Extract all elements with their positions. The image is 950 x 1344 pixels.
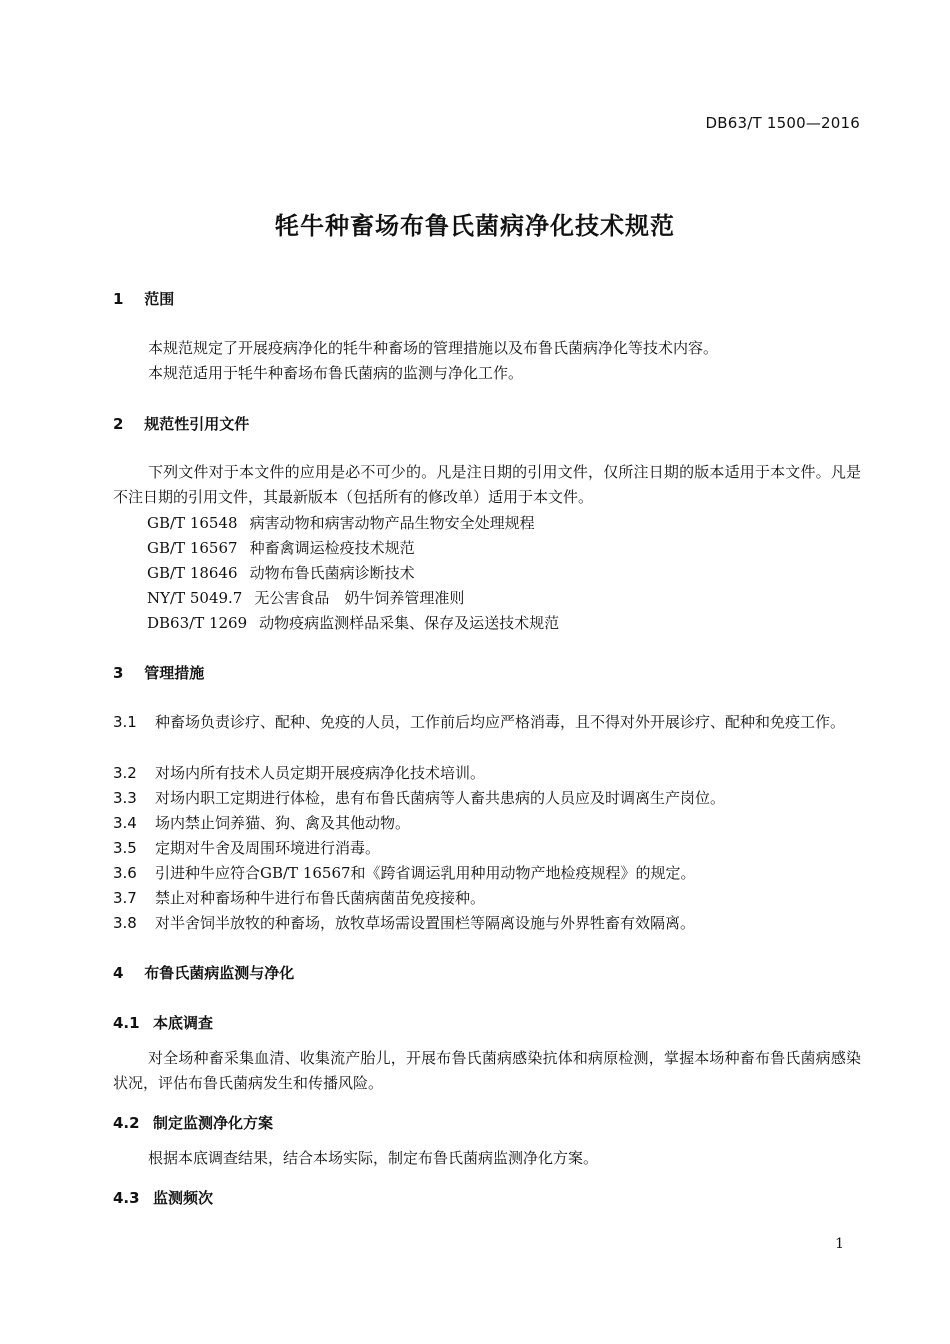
clause-item	[113, 911, 861, 936]
clause-number: 3.7	[113, 889, 137, 907]
section-heading-4	[113, 962, 294, 983]
subsection-title: 制定监测净化方案	[153, 1114, 274, 1132]
clause-text: 禁止对种畜场种牛进行布鲁氏菌病菌苗免疫接种。	[155, 889, 486, 907]
clause-item	[113, 811, 861, 836]
paragraph: 本规范规定了开展疫病净化的牦牛种畜场的管理措施以及布鲁氏菌病净化等技术内容。	[148, 339, 719, 357]
section-number: 1	[113, 290, 124, 308]
subsection-title: 监测频次	[153, 1189, 214, 1207]
clause-number: 3.6	[113, 864, 137, 882]
section-title: 布鲁氏菌病监测与净化	[144, 964, 295, 982]
clause-text: 场内禁止饲养猫、狗、禽及其他动物。	[155, 814, 411, 832]
section-heading-3	[113, 662, 204, 683]
subsection-heading-4-3	[113, 1187, 213, 1208]
section-number: 4	[113, 964, 124, 982]
clause-item	[113, 710, 861, 735]
clause-item	[113, 786, 861, 811]
section-number: 2	[113, 415, 124, 433]
subsection-number: 4.1	[113, 1014, 140, 1032]
clause-text: 种畜场负责诊疗、配种、免疫的人员，工作前后均应严格消毒，且不得对外开展诊疗、配种和免疫工作。	[155, 713, 846, 731]
section-title: 规范性引用文件	[144, 415, 250, 433]
reference-title: 无公害食品 奶牛饲养管理准则	[254, 589, 465, 607]
clause-item	[113, 861, 861, 886]
clause-number: 3.3	[113, 789, 137, 807]
reference-title: 动物布鲁氏菌病诊断技术	[249, 564, 415, 582]
clause-number: 3.1	[113, 713, 137, 731]
clause-text: 引进种牛应符合GB/T 16567和《跨省调运乳用种用动物产地检疫规程》的规定。	[155, 864, 696, 882]
paragraph: 对全场种畜采集血清、收集流产胎儿，开展布鲁氏菌病感染抗体和病原检测，掌握本场种畜布鲁氏菌病感染状况，评估布鲁氏菌病发生和传播风险。	[113, 1049, 861, 1092]
reference-code: GB/T 16548	[147, 514, 238, 532]
reference-title: 动物疫病监测样品采集、保存及运送技术规范	[259, 614, 560, 632]
clause-text: 对半舍饲半放牧的种畜场，放牧草场需设置围栏等隔离设施与外界牲畜有效隔离。	[155, 914, 696, 932]
section-heading-2	[113, 413, 249, 434]
clause-number: 3.2	[113, 764, 137, 782]
section-number: 3	[113, 664, 124, 682]
reference-code: GB/T 18646	[147, 564, 238, 582]
paragraph: 根据本底调查结果，结合本场实际，制定布鲁氏菌病监测净化方案。	[148, 1149, 599, 1167]
section-heading-1	[113, 288, 174, 309]
clause-text: 定期对牛舍及周围环境进行消毒。	[155, 839, 381, 857]
reference-item	[147, 537, 415, 558]
reference-title: 种畜禽调运检疫技术规范	[249, 539, 415, 557]
section-title: 范围	[144, 290, 175, 308]
standard-code: DB63/T 1500—2016	[705, 114, 860, 132]
subsection-heading-4-2	[113, 1112, 273, 1133]
reference-code: GB/T 16567	[147, 539, 238, 557]
clause-number: 3.4	[113, 814, 137, 832]
reference-item	[147, 512, 535, 533]
clause-item	[113, 761, 861, 786]
reference-item	[147, 562, 415, 583]
reference-item	[147, 587, 464, 608]
subsection-number: 4.3	[113, 1189, 140, 1207]
subsection-number: 4.2	[113, 1114, 140, 1132]
reference-code: NY/T 5049.7	[147, 589, 243, 607]
subsection-heading-4-1	[113, 1012, 213, 1033]
paragraph: 下列文件对于本文件的应用是必不可少的。凡是注日期的引用文件，仅所注日期的版本适用于本文件。凡是不注日期的引用文件，其最新版本（包括所有的修改单）适用于本文件。	[113, 463, 861, 506]
reference-code: DB63/T 1269	[147, 614, 248, 632]
clause-number: 3.5	[113, 839, 137, 857]
section-title: 管理措施	[144, 664, 205, 682]
subsection-title: 本底调查	[153, 1014, 214, 1032]
reference-item	[147, 612, 559, 633]
clause-number: 3.8	[113, 914, 137, 932]
paragraph: 本规范适用于牦牛种畜场布鲁氏菌病的监测与净化工作。	[148, 364, 524, 382]
clause-item	[113, 836, 861, 861]
document-title: 牦牛种畜场布鲁氏菌病净化技术规范	[275, 212, 675, 240]
page-number: 1	[835, 1236, 844, 1252]
reference-title: 病害动物和病害动物产品生物安全处理规程	[249, 514, 535, 532]
clause-text: 对场内职工定期进行体检，患有布鲁氏菌病等人畜共患病的人员应及时调离生产岗位。	[155, 789, 726, 807]
clause-item	[113, 886, 861, 911]
clause-text: 对场内所有技术人员定期开展疫病净化技术培训。	[155, 764, 486, 782]
